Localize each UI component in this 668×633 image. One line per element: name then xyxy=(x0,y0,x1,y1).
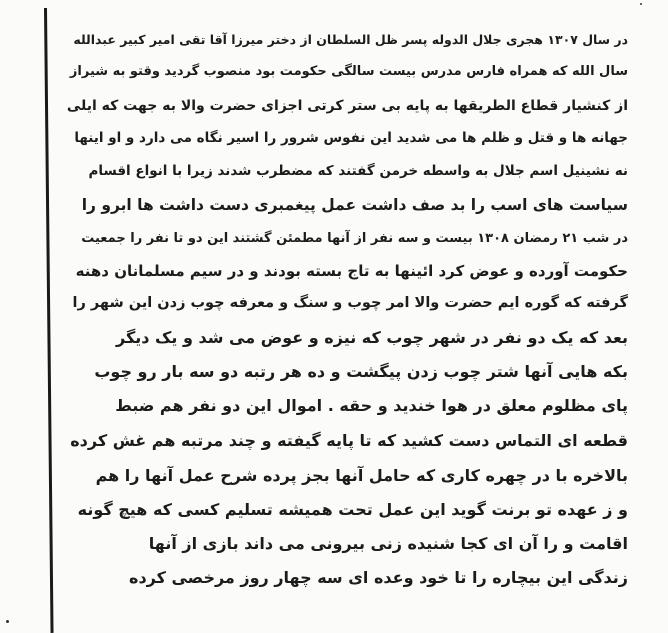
margin-rule-line xyxy=(44,8,54,633)
text-line-9: گرفته که گوره ایم حضرت والا امر چوب و سنگ و معرفه چوب زدن این شهر را xyxy=(72,295,628,311)
text-line-14: بالاخره با در چهره کاری که حامل آنها بجز پرده شرح عمل آنها را هم xyxy=(95,466,628,485)
text-line-8: حکومت آورده و عوض کرد ائینها به تاج بسته بودند و در سیم مسلمانان دهنه xyxy=(75,262,628,280)
text-line-2: سال الله که همراه فارس مدرس بیست سالگی حکومت بود منصوب گردید وقتو به شیراز xyxy=(69,64,628,79)
text-line-7: در شب ۲۱ رمضان ۱۳۰۸ بیست و سه نفر از آنها مطمئن گشتند این دو تا نفر را جمعیت xyxy=(81,231,628,246)
text-line-6: سیاست های اسب را بد صف داشت عمل پیغمبری دست داشت ها ابرو را xyxy=(81,196,628,214)
text-line-12: پای مظلوم معلق در هوا خندید و حقه . اموال این دو نفر هم ضبط xyxy=(115,396,628,415)
text-line-16: اقامت و را آن ای کجا شنیده زنی بیرونی می داند بازی از آنها xyxy=(148,534,628,553)
text-line-10: بعد که یک دو نفر در شهر چوب که نیزه و عوض می شد و یک دیگر xyxy=(115,328,628,347)
text-line-17: زندگی این بیچاره را تا خود وعده ای سه چهار روز مرخصی کرده xyxy=(129,568,628,587)
text-line-15: و ز عهده تو برنت گوید این عمل تحت همیشه تسلیم کسی که هیچ گونه xyxy=(77,500,628,519)
text-line-13: قطعه ای التماس دست کشید که تا پایه گیفته و چند مرتبه هم غش کرده xyxy=(70,431,628,450)
text-line-3: از کنشیار قطاع الطریقها به پایه بی ستر کرتی اجزای حضرت والا به جهت که ایلی xyxy=(66,98,628,114)
text-line-11: بکه هایی آنها شتر چوب زدن پیگشت و ده هر رتبه دو سه بار رو چوب xyxy=(94,362,628,381)
text-line-4: جهانه ها و قتل و ظلم ها می شدید این نفوس شرور را اسیر نگاه می دارد و او اینها xyxy=(74,130,628,146)
scan-speck xyxy=(6,620,9,623)
text-line-1: در سال ۱۳۰۷ هجری جلال الدوله پسر ظل السلطان از دختر میرزا آقا تقی امیر کبیر عبدالله xyxy=(73,32,628,47)
scan-speck xyxy=(640,3,642,5)
text-line-5: نه نشینیل اسم جلال به واسطه خرمن گفتند که مضطرب شدند زیرا با انواع اقسام xyxy=(88,163,628,179)
